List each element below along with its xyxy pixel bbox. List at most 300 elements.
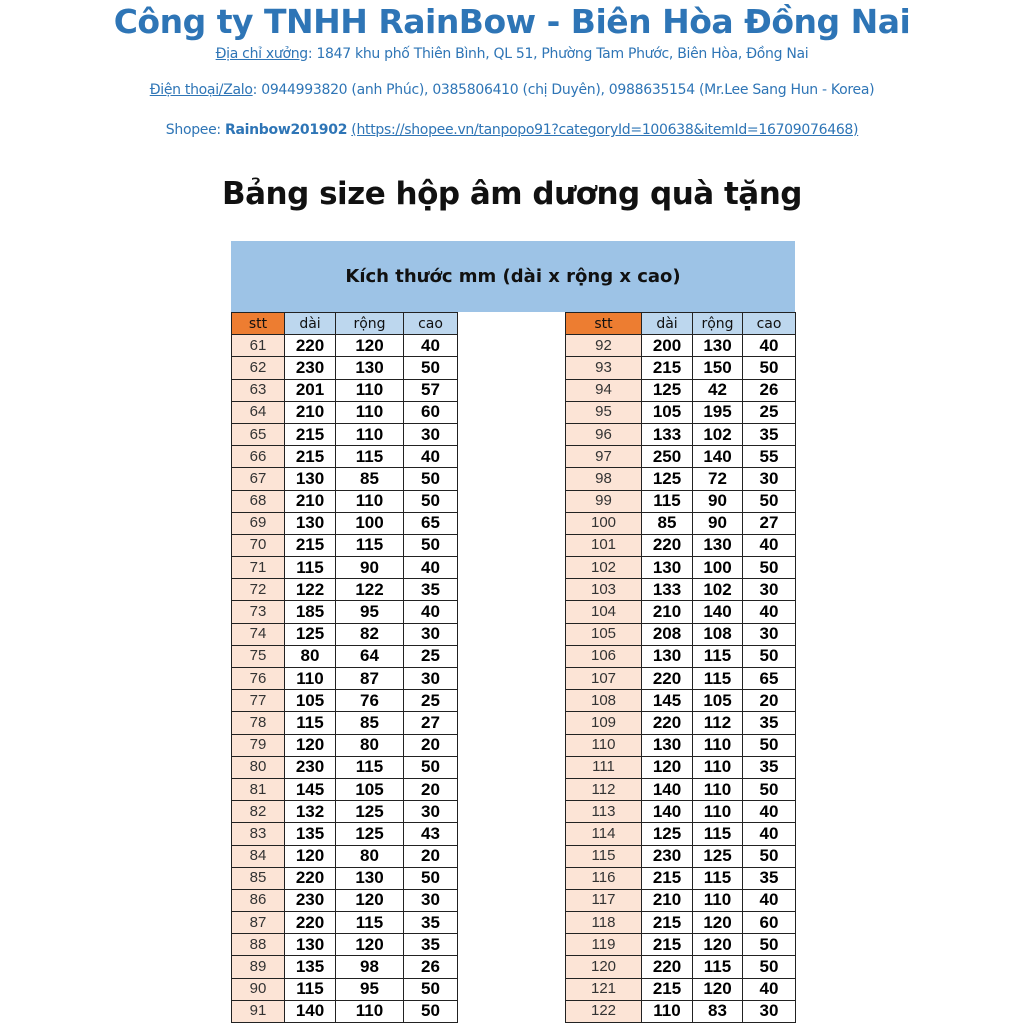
- table-row: [232, 534, 458, 556]
- stt-cell: 118: [566, 912, 642, 934]
- stt-cell: 86: [232, 889, 285, 911]
- table-row: [232, 557, 458, 579]
- table-row: [566, 823, 796, 845]
- dai-cell: 220: [285, 912, 336, 934]
- dai-cell: 215: [642, 978, 693, 1000]
- table-row: [566, 978, 796, 1000]
- table-row: [232, 956, 458, 978]
- dai-cell: 115: [285, 978, 336, 1000]
- stt-cell: 116: [566, 867, 642, 889]
- cao-cell: 57: [404, 379, 458, 401]
- cao-cell: 50: [743, 956, 796, 978]
- dai-cell: 215: [285, 423, 336, 445]
- dai-cell: 145: [285, 778, 336, 800]
- stt-cell: 96: [566, 423, 642, 445]
- dai-cell: 140: [642, 778, 693, 800]
- col-rong: rộng: [693, 313, 743, 335]
- cao-cell: 65: [404, 512, 458, 534]
- table-row: [232, 889, 458, 911]
- table-row: [232, 512, 458, 534]
- dai-cell: 130: [285, 512, 336, 534]
- dai-cell: 130: [642, 734, 693, 756]
- dai-cell: 122: [285, 579, 336, 601]
- stt-cell: 119: [566, 934, 642, 956]
- address-text: : 1847 khu phố Thiên Bình, QL 51, Phường Tam Phước, Biên Hòa, Đồng Nai: [307, 46, 809, 62]
- table-row: [566, 446, 796, 468]
- table-row: [566, 579, 796, 601]
- dai-cell: 230: [285, 357, 336, 379]
- cao-cell: 20: [404, 734, 458, 756]
- rong-cell: 110: [693, 756, 743, 778]
- stt-cell: 95: [566, 401, 642, 423]
- stt-cell: 73: [232, 601, 285, 623]
- phone-label: Điện thoại/Zalo: [149, 82, 253, 98]
- rong-cell: 125: [336, 823, 404, 845]
- dai-cell: 125: [285, 623, 336, 645]
- cao-cell: 50: [743, 490, 796, 512]
- rong-cell: 110: [693, 778, 743, 800]
- dai-cell: 115: [642, 490, 693, 512]
- rong-cell: 130: [336, 357, 404, 379]
- cao-cell: 27: [743, 512, 796, 534]
- rong-cell: 42: [693, 379, 743, 401]
- cao-cell: 50: [743, 934, 796, 956]
- rong-cell: 120: [693, 978, 743, 1000]
- table-row: [566, 712, 796, 734]
- table-row: [566, 623, 796, 645]
- rong-cell: 130: [336, 867, 404, 889]
- dai-cell: 215: [285, 534, 336, 556]
- cao-cell: 55: [743, 446, 796, 468]
- dai-cell: 140: [642, 801, 693, 823]
- cao-cell: 60: [743, 912, 796, 934]
- stt-cell: 103: [566, 579, 642, 601]
- shopee-link[interactable]: (https://shopee.vn/tanpopo91?categoryId=100638&itemId=16709076468): [351, 122, 859, 138]
- cao-cell: 40: [743, 601, 796, 623]
- cao-cell: 50: [404, 867, 458, 889]
- table-row: [232, 778, 458, 800]
- rong-cell: 122: [336, 579, 404, 601]
- rong-cell: 115: [336, 446, 404, 468]
- table-row: [232, 468, 458, 490]
- rong-cell: 80: [336, 734, 404, 756]
- table-row: [566, 867, 796, 889]
- col-dai: dài: [642, 313, 693, 335]
- cao-cell: 30: [404, 801, 458, 823]
- dai-cell: 140: [285, 1000, 336, 1022]
- table-row: [566, 1000, 796, 1022]
- cao-cell: 50: [743, 645, 796, 667]
- stt-cell: 77: [232, 690, 285, 712]
- dai-cell: 135: [285, 823, 336, 845]
- stt-cell: 72: [232, 579, 285, 601]
- table-row: [232, 734, 458, 756]
- table-row: [232, 756, 458, 778]
- rong-cell: 115: [693, 823, 743, 845]
- table-row: [566, 557, 796, 579]
- rong-cell: 120: [336, 335, 404, 357]
- cao-cell: 40: [404, 557, 458, 579]
- rong-cell: 115: [693, 867, 743, 889]
- rong-cell: 85: [336, 712, 404, 734]
- cao-cell: 50: [743, 845, 796, 867]
- table-row: [232, 357, 458, 379]
- table-row: [232, 845, 458, 867]
- stt-cell: 97: [566, 446, 642, 468]
- stt-cell: 81: [232, 778, 285, 800]
- company-name: Công ty TNHH RainBow - Biên Hòa Đồng Nai: [113, 2, 911, 41]
- dai-cell: 132: [285, 801, 336, 823]
- cao-cell: 50: [743, 734, 796, 756]
- stt-cell: 76: [232, 668, 285, 690]
- stt-cell: 114: [566, 823, 642, 845]
- stt-cell: 75: [232, 645, 285, 667]
- rong-cell: 130: [693, 534, 743, 556]
- stt-cell: 80: [232, 756, 285, 778]
- dai-cell: 250: [642, 446, 693, 468]
- dai-cell: 133: [642, 423, 693, 445]
- rong-cell: 95: [336, 601, 404, 623]
- cao-cell: 40: [743, 823, 796, 845]
- table-row: [232, 490, 458, 512]
- table-row: [566, 845, 796, 867]
- cao-cell: 25: [404, 645, 458, 667]
- phone-text: : 0944993820 (anh Phúc), 0385806410 (chị Duyên), 0988635154 (Mr.Lee Sang Hun - Korea): [252, 82, 875, 98]
- rong-cell: 140: [693, 601, 743, 623]
- rong-cell: 87: [336, 668, 404, 690]
- cao-cell: 25: [743, 401, 796, 423]
- table-row: [566, 601, 796, 623]
- rong-cell: 110: [693, 801, 743, 823]
- stt-cell: 88: [232, 934, 285, 956]
- rong-cell: 115: [336, 534, 404, 556]
- dai-cell: 105: [642, 401, 693, 423]
- rong-cell: 102: [693, 579, 743, 601]
- dai-cell: 80: [285, 645, 336, 667]
- dai-cell: 220: [642, 534, 693, 556]
- table-row: [232, 1000, 458, 1022]
- rong-cell: 125: [336, 801, 404, 823]
- table-row: [566, 956, 796, 978]
- table-row: [566, 423, 796, 445]
- table-row: [232, 668, 458, 690]
- col-cao: cao: [743, 313, 796, 335]
- cao-cell: 30: [404, 423, 458, 445]
- cao-cell: 50: [404, 1000, 458, 1022]
- page-title: Bảng size hộp âm dương quà tặng: [222, 176, 802, 212]
- dai-cell: 200: [642, 335, 693, 357]
- stt-cell: 100: [566, 512, 642, 534]
- stt-cell: 102: [566, 557, 642, 579]
- table-row: [232, 401, 458, 423]
- stt-cell: 79: [232, 734, 285, 756]
- stt-cell: 71: [232, 557, 285, 579]
- cao-cell: 20: [404, 778, 458, 800]
- dai-cell: 120: [285, 845, 336, 867]
- cao-cell: 35: [743, 756, 796, 778]
- stt-cell: 67: [232, 468, 285, 490]
- rong-cell: 195: [693, 401, 743, 423]
- rong-cell: 125: [693, 845, 743, 867]
- cao-cell: 50: [404, 490, 458, 512]
- dai-cell: 125: [642, 468, 693, 490]
- cao-cell: 50: [404, 468, 458, 490]
- stt-cell: 63: [232, 379, 285, 401]
- dai-cell: 208: [642, 623, 693, 645]
- address-label: Địa chỉ xưởng: [215, 46, 308, 62]
- stt-cell: 64: [232, 401, 285, 423]
- rong-cell: 105: [336, 778, 404, 800]
- rong-cell: 64: [336, 645, 404, 667]
- table-header-row: [566, 313, 796, 335]
- dai-cell: 130: [285, 934, 336, 956]
- stt-cell: 111: [566, 756, 642, 778]
- rong-cell: 105: [693, 690, 743, 712]
- rong-cell: 110: [693, 889, 743, 911]
- stt-cell: 83: [232, 823, 285, 845]
- table-row: [566, 645, 796, 667]
- table-row: [566, 778, 796, 800]
- table-row: [566, 889, 796, 911]
- table-row: [566, 490, 796, 512]
- dai-cell: 120: [285, 734, 336, 756]
- rong-cell: 110: [336, 401, 404, 423]
- stt-cell: 90: [232, 978, 285, 1000]
- dai-cell: 85: [642, 512, 693, 534]
- rong-cell: 98: [336, 956, 404, 978]
- dai-cell: 215: [642, 934, 693, 956]
- table-row: [566, 379, 796, 401]
- stt-cell: 112: [566, 778, 642, 800]
- rong-cell: 115: [693, 956, 743, 978]
- stt-cell: 92: [566, 335, 642, 357]
- cao-cell: 50: [404, 534, 458, 556]
- stt-cell: 66: [232, 446, 285, 468]
- rong-cell: 140: [693, 446, 743, 468]
- stt-cell: 108: [566, 690, 642, 712]
- table-row: [232, 823, 458, 845]
- cao-cell: 20: [743, 690, 796, 712]
- table-row: [232, 867, 458, 889]
- dai-cell: 220: [642, 668, 693, 690]
- dai-cell: 230: [285, 889, 336, 911]
- rong-cell: 90: [336, 557, 404, 579]
- stt-cell: 107: [566, 668, 642, 690]
- col-dai: dài: [285, 313, 336, 335]
- stt-cell: 106: [566, 645, 642, 667]
- table-row: [232, 712, 458, 734]
- stt-cell: 87: [232, 912, 285, 934]
- dai-cell: 220: [285, 867, 336, 889]
- dai-cell: 230: [285, 756, 336, 778]
- cao-cell: 65: [743, 668, 796, 690]
- cao-cell: 50: [743, 778, 796, 800]
- table-row: [232, 645, 458, 667]
- table-row: [232, 801, 458, 823]
- dai-cell: 215: [285, 446, 336, 468]
- table-row: [232, 379, 458, 401]
- address-line: [0, 46, 1024, 62]
- table-row: [566, 756, 796, 778]
- rong-cell: 115: [336, 912, 404, 934]
- table-row: [566, 534, 796, 556]
- cao-cell: 50: [743, 357, 796, 379]
- dai-cell: 110: [285, 668, 336, 690]
- table-row: [566, 734, 796, 756]
- stt-cell: 115: [566, 845, 642, 867]
- col-stt: stt: [566, 313, 642, 335]
- rong-cell: 95: [336, 978, 404, 1000]
- rong-cell: 72: [693, 468, 743, 490]
- cao-cell: 50: [404, 357, 458, 379]
- table-row: [566, 668, 796, 690]
- table-row: [232, 601, 458, 623]
- table-row: [232, 934, 458, 956]
- cao-cell: 35: [743, 867, 796, 889]
- cao-cell: 40: [404, 446, 458, 468]
- dai-cell: 145: [642, 690, 693, 712]
- cao-cell: 50: [404, 756, 458, 778]
- rong-cell: 85: [336, 468, 404, 490]
- rong-cell: 120: [693, 912, 743, 934]
- table-row: [232, 446, 458, 468]
- cao-cell: 35: [404, 912, 458, 934]
- dai-cell: 210: [642, 889, 693, 911]
- phone-line: [0, 82, 1024, 98]
- table-row: [566, 401, 796, 423]
- rong-cell: 110: [336, 379, 404, 401]
- stt-cell: 99: [566, 490, 642, 512]
- cao-cell: 30: [743, 623, 796, 645]
- dai-cell: 115: [285, 557, 336, 579]
- cao-cell: 50: [404, 978, 458, 1000]
- table-row: [566, 357, 796, 379]
- stt-cell: 61: [232, 335, 285, 357]
- stt-cell: 120: [566, 956, 642, 978]
- rong-cell: 115: [693, 645, 743, 667]
- stt-cell: 68: [232, 490, 285, 512]
- table-row: [232, 335, 458, 357]
- cao-cell: 30: [404, 668, 458, 690]
- rong-cell: 115: [336, 756, 404, 778]
- cao-cell: 26: [404, 956, 458, 978]
- dai-cell: 120: [642, 756, 693, 778]
- rong-cell: 83: [693, 1000, 743, 1022]
- stt-cell: 94: [566, 379, 642, 401]
- stt-cell: 65: [232, 423, 285, 445]
- table-row: [566, 934, 796, 956]
- rong-cell: 120: [336, 889, 404, 911]
- size-table-right: [565, 312, 796, 1023]
- cao-cell: 40: [743, 335, 796, 357]
- col-cao: cao: [404, 313, 458, 335]
- rong-cell: 110: [336, 1000, 404, 1022]
- dai-cell: 133: [642, 579, 693, 601]
- stt-cell: 113: [566, 801, 642, 823]
- table-header-row: [232, 313, 458, 335]
- dai-cell: 210: [642, 601, 693, 623]
- dai-cell: 135: [285, 956, 336, 978]
- dai-cell: 125: [642, 823, 693, 845]
- stt-cell: 122: [566, 1000, 642, 1022]
- table-row: [232, 423, 458, 445]
- table-row: [566, 690, 796, 712]
- rong-cell: 90: [693, 512, 743, 534]
- rong-cell: 100: [693, 557, 743, 579]
- cao-cell: 60: [404, 401, 458, 423]
- dai-cell: 130: [642, 557, 693, 579]
- stt-cell: 74: [232, 623, 285, 645]
- stt-cell: 110: [566, 734, 642, 756]
- stt-cell: 85: [232, 867, 285, 889]
- rong-cell: 100: [336, 512, 404, 534]
- dai-cell: 215: [642, 867, 693, 889]
- dai-cell: 130: [285, 468, 336, 490]
- rong-cell: 108: [693, 623, 743, 645]
- table-row: [232, 623, 458, 645]
- cao-cell: 20: [404, 845, 458, 867]
- cao-cell: 26: [743, 379, 796, 401]
- table-row: [232, 912, 458, 934]
- cao-cell: 40: [404, 601, 458, 623]
- rong-cell: 110: [693, 734, 743, 756]
- dai-cell: 130: [642, 645, 693, 667]
- stt-cell: 104: [566, 601, 642, 623]
- stt-cell: 70: [232, 534, 285, 556]
- cao-cell: 50: [743, 557, 796, 579]
- stt-cell: 69: [232, 512, 285, 534]
- cao-cell: 35: [743, 712, 796, 734]
- dai-cell: 215: [642, 912, 693, 934]
- dimension-band: [231, 241, 795, 312]
- stt-cell: 121: [566, 978, 642, 1000]
- cao-cell: 35: [743, 423, 796, 445]
- dai-cell: 220: [285, 335, 336, 357]
- table-row: [566, 512, 796, 534]
- cao-cell: 35: [404, 579, 458, 601]
- dai-cell: 220: [642, 712, 693, 734]
- cao-cell: 40: [743, 889, 796, 911]
- col-stt: stt: [232, 313, 285, 335]
- dai-cell: 220: [642, 956, 693, 978]
- rong-cell: 150: [693, 357, 743, 379]
- table-row: [566, 468, 796, 490]
- cao-cell: 40: [743, 978, 796, 1000]
- dai-cell: 125: [642, 379, 693, 401]
- stt-cell: 62: [232, 357, 285, 379]
- rong-cell: 80: [336, 845, 404, 867]
- dai-cell: 105: [285, 690, 336, 712]
- cao-cell: 43: [404, 823, 458, 845]
- dai-cell: 201: [285, 379, 336, 401]
- stt-cell: 117: [566, 889, 642, 911]
- shopee-name: Rainbow201902: [225, 122, 348, 138]
- cao-cell: 27: [404, 712, 458, 734]
- cao-cell: 40: [743, 801, 796, 823]
- cao-cell: 25: [404, 690, 458, 712]
- stt-cell: 89: [232, 956, 285, 978]
- dai-cell: 210: [285, 401, 336, 423]
- rong-cell: 110: [336, 490, 404, 512]
- dai-cell: 185: [285, 601, 336, 623]
- cao-cell: 30: [743, 468, 796, 490]
- cao-cell: 30: [404, 623, 458, 645]
- table-row: [566, 335, 796, 357]
- size-table-left: [231, 312, 458, 1023]
- dai-cell: 215: [642, 357, 693, 379]
- cao-cell: 40: [743, 534, 796, 556]
- stt-cell: 91: [232, 1000, 285, 1022]
